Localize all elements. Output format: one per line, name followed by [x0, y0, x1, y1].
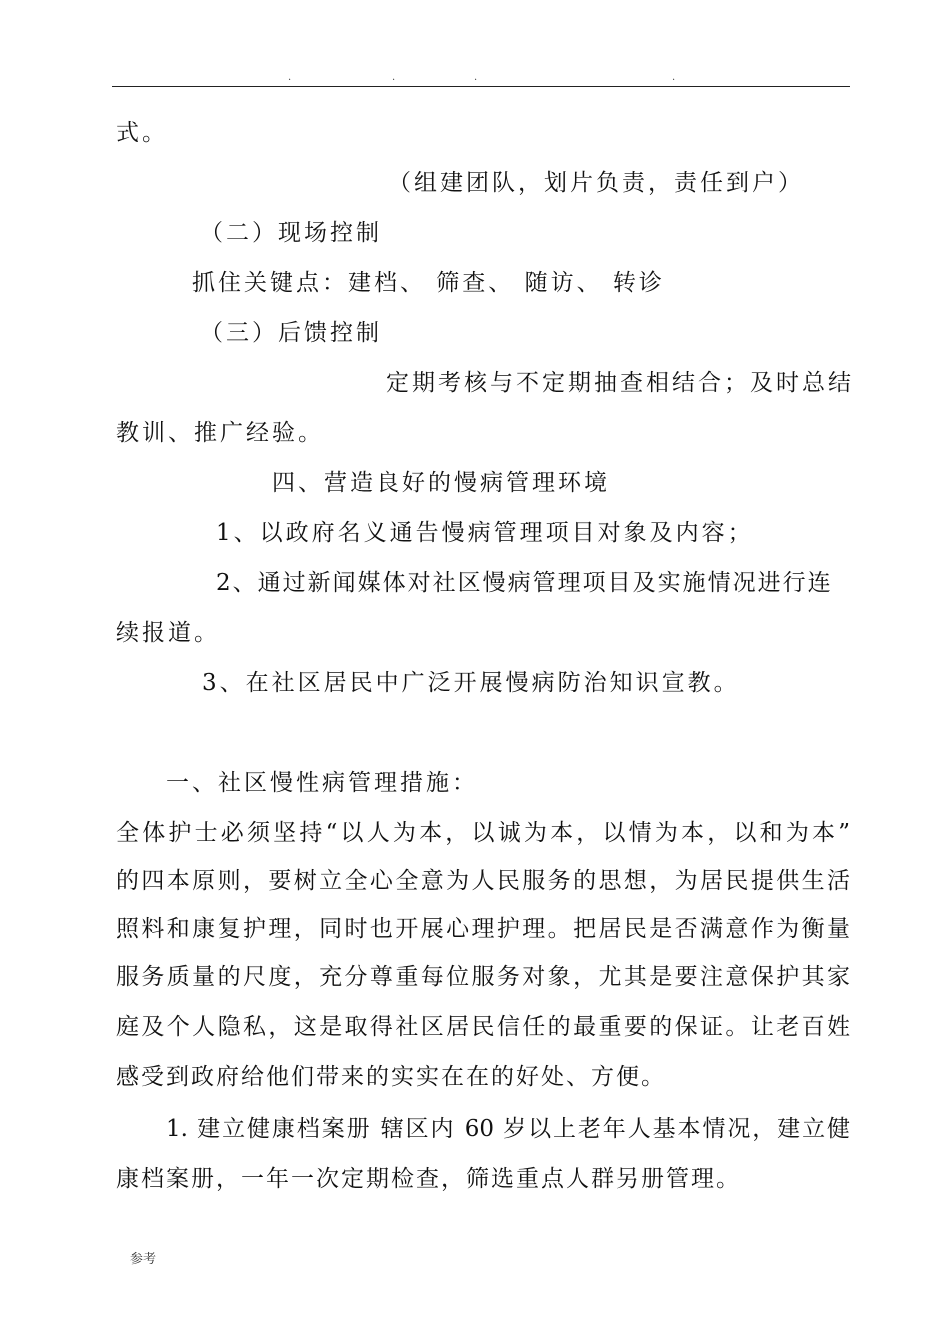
header-dot: . — [392, 72, 396, 83]
paragraph-line: 庭及个人隐私，这是取得社区居民信任的最重要的保证。让老百姓 — [116, 1014, 850, 1040]
paragraph-line: 定期考核与不定期抽查相结合；及时总结 — [386, 370, 854, 396]
paragraph-line: 服务质量的尺度，充分尊重每位服务对象，尤其是要注意保护其家 — [116, 964, 850, 990]
section-heading: （三）后馈控制 — [200, 320, 382, 346]
footer-note: 参考 — [130, 1252, 157, 1267]
paragraph-line: 抓住关键点：建档、 筛查、 随访、 转诊 — [192, 270, 665, 296]
section-heading: 一、社区慢性病管理措施： — [166, 770, 478, 796]
section-heading: 四、营造良好的慢病管理环境 — [272, 470, 610, 496]
paragraph-line: 续报道。 — [116, 620, 220, 646]
list-item: 2、通过新闻媒体对社区慢病管理项目及实施情况进行连 — [216, 570, 833, 596]
paragraph-line: 感受到政府给他们带来的实实在在的好处、方便。 — [116, 1064, 666, 1090]
header-rule — [112, 86, 850, 87]
paragraph-line: 照料和康复护理，同时也开展心理护理。把居民是否满意作为衡量 — [116, 916, 850, 942]
list-item: 1. 建立健康档案册 辖区内 60 岁以上老年人基本情况，建立健 — [166, 1116, 850, 1142]
header-dot: . — [474, 72, 478, 83]
paragraph-line: 的四本原则，要树立全心全意为人民服务的思想，为居民提供生活 — [116, 868, 850, 894]
list-item: 1、以政府名义通告慢病管理项目对象及内容； — [216, 520, 754, 546]
paragraph-line: （组建团队，划片负责，责任到户） — [388, 170, 804, 196]
section-heading: （二）现场控制 — [200, 220, 382, 246]
paragraph-line: 教训、推广经验。 — [116, 420, 324, 446]
paragraph-line: 康档案册，一年一次定期检查，筛选重点人群另册管理。 — [116, 1166, 741, 1192]
list-item: 3、在社区居民中广泛开展慢病防治知识宣教。 — [202, 670, 740, 696]
paragraph-line: 式。 — [116, 120, 168, 146]
header-dot: . — [288, 72, 292, 83]
paragraph-line: 全体护士必须坚持“以人为本，以诚为本，以情为本，以和为本” — [116, 820, 850, 846]
header-dot: . — [672, 72, 676, 83]
